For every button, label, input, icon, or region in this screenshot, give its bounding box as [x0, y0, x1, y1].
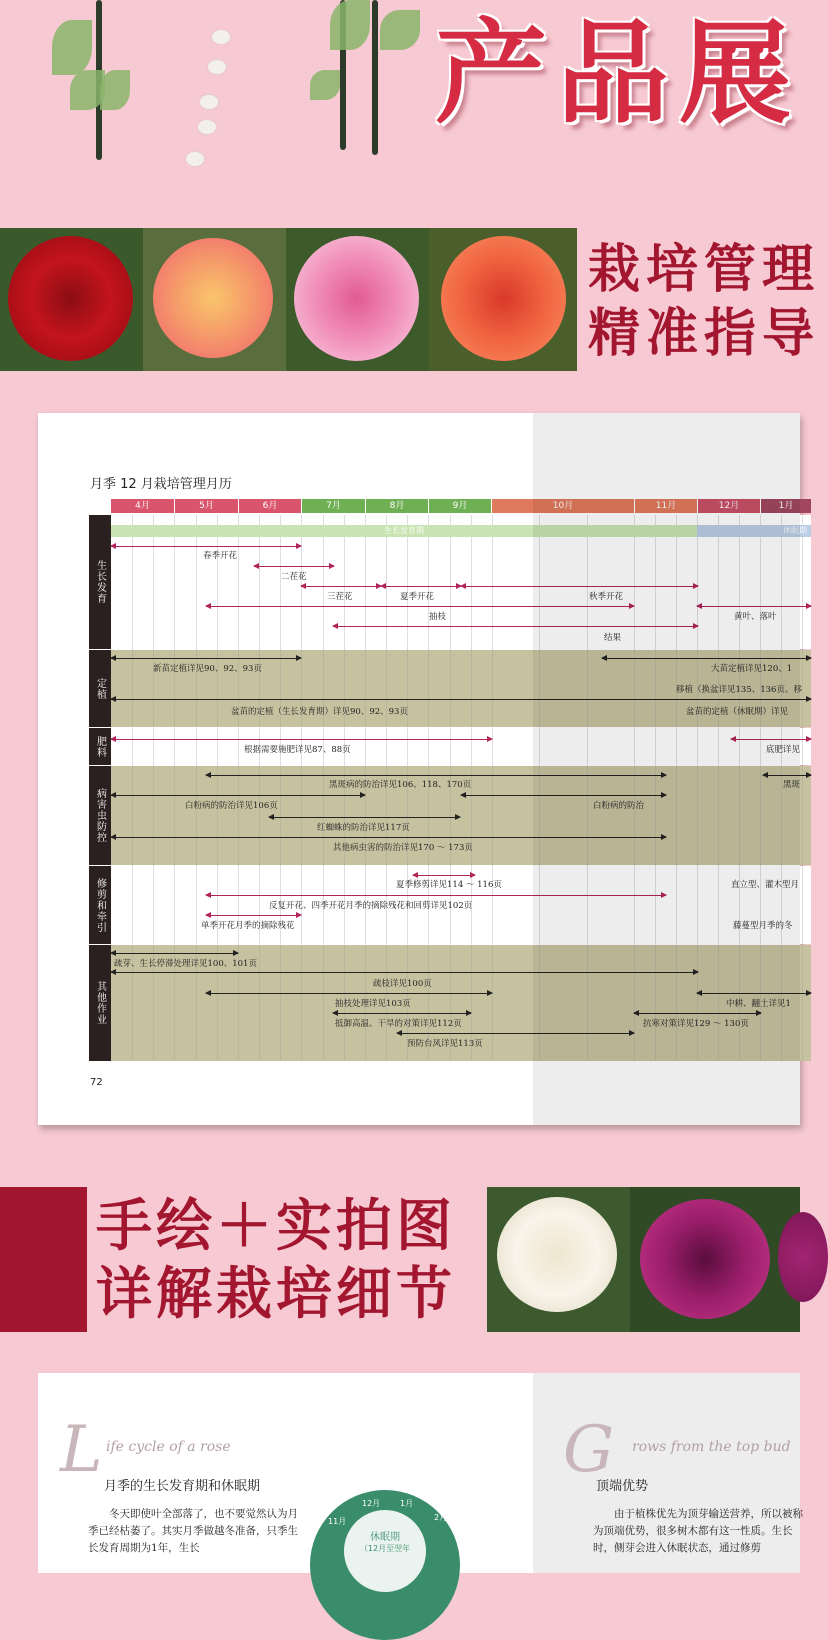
label-third-bloom: 三茬花 — [327, 592, 353, 602]
right-paragraph: 由于植株优先为顶芽输送营养，所以被称为顶端优势，很多树木都有这一性质。生长时，侧芽会进入休眠状态，通过修剪 — [593, 1508, 803, 1554]
label-deadhead: 反复开花、四季开花月季的摘除残花和回剪详见102页 — [269, 901, 473, 911]
band1-line1: 栽培管理 — [588, 240, 821, 300]
label-cold: 抗寒对策详见129 ～ 130页 — [643, 1019, 749, 1029]
label-spring-bloom: 春季开花 — [203, 551, 238, 561]
band2-accent — [0, 1187, 87, 1332]
feature-band-cultivation — [0, 228, 821, 371]
category-fertilizer: 肥料 — [89, 728, 111, 765]
label-fertilize: 根据需要施肥详见87、88页 — [244, 745, 351, 755]
month-5: 5月 — [175, 499, 238, 513]
label-transplant: 移植（换盆详见135、136页、移 — [676, 685, 802, 695]
rose-photo-pink — [286, 228, 429, 371]
calendar-page — [38, 413, 807, 1125]
label-single-deadhead: 单季开花月季的摘除残花 — [201, 921, 295, 931]
month-9: 9月 — [429, 499, 491, 513]
band2-headline — [96, 1193, 456, 1329]
label-shoot-handle: 抽枝处理详见103页 — [335, 999, 411, 1009]
dial-month-2: 2月 — [434, 1513, 448, 1522]
rose-photo-red — [0, 228, 143, 371]
label-heat: 抵御高温、干旱的对策详见112页 — [335, 1019, 462, 1029]
label-thin: 疏枝详见100页 — [373, 979, 432, 989]
left-script-title: ife cycle of a rose — [106, 1439, 231, 1455]
label-shoot: 抽枝 — [429, 612, 447, 622]
month-11: 11月 — [635, 499, 697, 513]
drop-cap-l: L — [60, 1413, 103, 1487]
label-upright: 直立型、灌木型月 — [731, 880, 800, 890]
band2-line1: 手绘＋实拍图 — [96, 1194, 456, 1259]
label-blackspot2: 黑斑 — [783, 780, 801, 790]
hero-header — [0, 0, 800, 200]
dial-month-12: 12月 — [362, 1499, 381, 1508]
feature-band-illustration — [0, 1187, 800, 1332]
band1-line2: 精准指导 — [588, 304, 821, 364]
category-pest-control: 病害虫防控 — [89, 766, 111, 865]
label-summer-prune: 夏季修剪详见114 ～ 116页 — [396, 880, 502, 890]
label-second-bloom: 二茬花 — [281, 572, 307, 582]
month-4: 4月 — [111, 499, 174, 513]
dial-sub: （12月至翌年 — [359, 1544, 411, 1553]
label-pot-growth: 盆苗的定植（生长发育期）详见90、92、93页 — [231, 707, 408, 717]
dormancy-dial — [310, 1490, 460, 1640]
left-paragraph: 冬天即使叶全部落了，也不要觉然认为月季已经枯萎了。其实月季做越冬准备，只季生长发育周期为1年，生长 — [88, 1508, 298, 1554]
left-section-heading: 月季的生长发育期和休眠期 — [104, 1479, 261, 1494]
calendar-title: 月季 12 月栽培管理月历 — [90, 477, 232, 492]
dial-month-1: 1月 — [400, 1499, 414, 1508]
stage-growth: 生长发育期 — [111, 525, 697, 537]
category-planting: 定植 — [89, 650, 111, 727]
right-section-heading: 顶端优势 — [596, 1479, 649, 1494]
label-powdery: 白粉病的防治详见106页 — [185, 801, 278, 811]
rose-photo-orange — [429, 228, 577, 371]
band2-line2: 详解栽培细节 — [96, 1262, 456, 1327]
month-6: 6月 — [239, 499, 301, 513]
dial-label: 休眠期 — [370, 1532, 400, 1543]
label-climbing: 藤蔓型月季的冬 — [733, 921, 793, 931]
rose-photo-purple — [630, 1187, 800, 1332]
category-growth: 生长发育 — [89, 515, 111, 649]
rose-photo-peach — [143, 228, 286, 371]
category-other-work: 其他作业 — [89, 945, 111, 1061]
label-yellow-leaf: 黄叶、落叶 — [734, 612, 777, 622]
label-sprout: 疏芽、生长停滞处理详见100、101页 — [114, 959, 257, 969]
lifecycle-page — [38, 1373, 803, 1573]
month-10: 10月 — [492, 499, 634, 513]
label-other-pest: 其他病虫害的防治详见170 ～ 173页 — [333, 843, 473, 853]
stage-dormant: 休眠期 — [697, 525, 811, 537]
label-blackspot: 黑斑病的防治详见106、118、170页 — [329, 780, 472, 790]
page-number: 72 — [90, 1077, 103, 1088]
right-script-title: rows from the top bud — [632, 1439, 791, 1455]
label-autumn-bloom: 秋季开花 — [589, 592, 624, 602]
label-till: 中耕、翻土详见1 — [726, 999, 791, 1009]
label-big-seedling: 大苗定植详见120、1 — [711, 664, 793, 674]
month-8: 8月 — [366, 499, 428, 513]
label-powdery2: 白粉病的防治 — [593, 801, 645, 811]
label-pot-dormant: 盆苗的定植（休眠期）详见 — [686, 707, 789, 717]
month-12: 12月 — [698, 499, 760, 513]
label-typhoon: 预防台风详见113页 — [407, 1039, 483, 1049]
label-summer-bloom: 夏季开花 — [400, 592, 435, 602]
band1-headline — [588, 238, 820, 366]
drop-cap-g: G — [563, 1413, 615, 1487]
label-base-fert: 底肥详见 — [766, 745, 801, 755]
rose-photo-white — [487, 1187, 630, 1332]
hero-title: 产品展 — [435, 9, 801, 139]
dial-month-11: 11月 — [328, 1517, 347, 1526]
label-fruit: 结果 — [604, 633, 622, 643]
category-pruning: 修剪和牵引 — [89, 866, 111, 944]
month-1: 1月 — [761, 499, 811, 513]
label-seedling: 新苗定植详见90、92、93页 — [153, 664, 262, 674]
label-spider: 红蜘蛛的防治详见117页 — [317, 823, 410, 833]
month-7: 7月 — [302, 499, 365, 513]
